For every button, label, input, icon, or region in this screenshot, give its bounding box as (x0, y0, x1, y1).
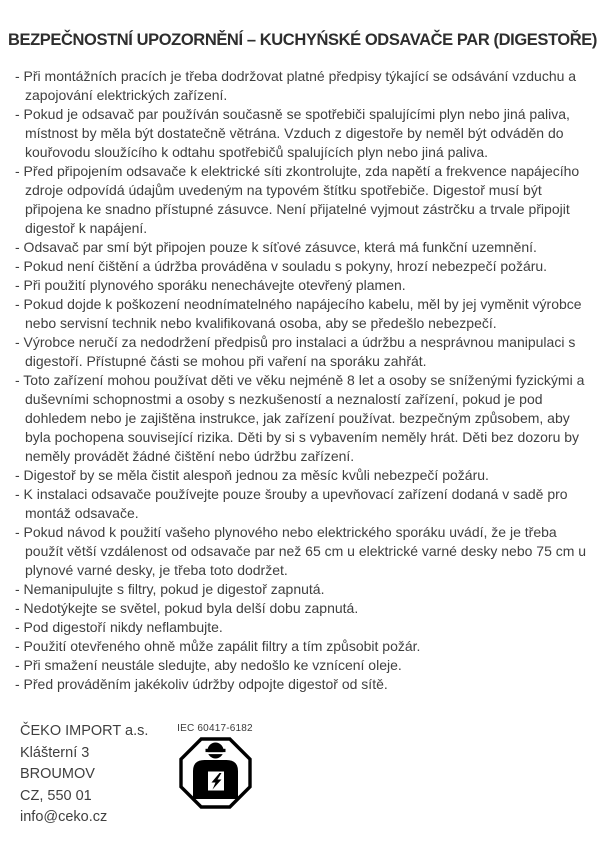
company-email: info@ceko.cz (20, 809, 108, 825)
address-postal: CZ, 550 01 (20, 787, 92, 804)
warning-item: - Toto zařízení mohou používat děti ve věku nejméně 8 let a osoby se sníženými fyzickými a duševními schopnostmi a osoby s nezkušeností a neznalostí zařízení, pokud je pod dohledem nebo je zajištěna instrukce, jak zařízení používat. bezpečným způsobem, aby byla pochopena související rizika. Děti by si s vybavením neměly hrát. Děti bez dozoru by neměly provádět žádné čištění nebo údržbu zařízení. (15, 372, 585, 464)
warning-item: - Před prováděním jakékoliv údržby odpojte digestoř od sítě. (15, 676, 388, 692)
iec-symbol-label: IEC 60417-6182 (177, 723, 253, 734)
warning-item: - Odsavač par smí být připojen pouze k síťové zásuvce, která má funkční uzemnění. (15, 239, 537, 255)
warning-item: - Pod digestoří nikdy neflambujte. (15, 619, 223, 635)
warning-item: - Při smažení neustále sledujte, aby nedošlo ke vznícení oleje. (15, 657, 402, 673)
iec-symbol-block (174, 723, 256, 809)
warnings-list (15, 67, 587, 694)
warning-item: - Při montážních pracích je třeba dodržovat platné předpisy týkající se odsávání vzduchu a zapojování elektrických zařízení. (15, 68, 577, 103)
warning-item: - Pokud není čištění a údržba prováděna v souladu s pokyny, hrozí nebezpečí požáru. (15, 258, 548, 274)
warning-item: - Výrobce neručí za nedodržení předpisů pro instalaci a údržbu a nesprávnou manipulaci s digestoří. Přístupné části se mohou při vaření na sporáku zahřát. (15, 334, 576, 369)
page-title: BEZPEČNOSTNÍ UPOZORNĚNÍ – KUCHYŃSKÉ ODSAVAČE PAR (DIGESTOŘE) (7, 31, 597, 49)
warning-item: - K instalaci odsavače používejte pouze šrouby a upevňovací zařízení dodaná v sadě pro montáž odsavače. (15, 486, 568, 521)
qualified-electrician-icon (179, 737, 252, 809)
warning-item: - Nemanipulujte s filtry, pokud je digestoř zapnutá. (15, 581, 325, 597)
address-street: Klášterní 3 (20, 744, 90, 761)
company-name: ČEKO IMPORT a.s. (20, 723, 149, 739)
warning-item: - Před připojením odsavače k elektrické síti zkontrolujte, zda napětí a frekvence napájecího zdroje odpovídá údajům uvedeným na typovém štítku spotřebiče. Digestoř musí být připojena ke snadno přístupné zásuvce. Není přijatelné vyjmout zástrčku a trvale připojit digestoř k napájení. (15, 163, 580, 236)
warning-item: - Při použití plynového sporáku nenechávejte otevřený plamen. (15, 277, 406, 293)
warning-item: - Pokud je odsavač par používán současně se spotřebiči spalujícími plyn nebo jiná paliva, místnost by měla být dostatečně větrána. Vzduch z digestoře by neměl být odváděn do kouřovodu sloužícího k odtahu spotřebičů spalujících plyn nebo jiná paliva. (15, 106, 570, 160)
address-city: BROUMOV (20, 766, 95, 782)
warning-item: - Digestoř by se měla čistit alespoň jednou za měsíc kvůli nebezpečí požáru. (15, 467, 489, 483)
warning-item: - Pokud dojde k poškození neodnímatelného napájecího kabelu, měl by jej vyměnit výrobce nebo servisní technik nebo kvalifikovaná osoba, aby se předešlo nebezpečí. (15, 296, 582, 331)
warning-item: - Nedotýkejte se světel, pokud byla delší dobu zapnutá. (15, 600, 359, 616)
warning-item: - Pokud návod k použití vašeho plynového nebo elektrického sporáku uvádí, že je třeba použít větší vzdálenost od odsavače par než 65 cm u elektrické varné desky nebo 75 cm u plynové varné desky, je třeba toto dodržet. (15, 524, 587, 578)
warning-item: - Použití otevřeného ohně může zapálit filtry a tím způsobit požár. (15, 638, 421, 654)
company-address-block (20, 721, 148, 829)
